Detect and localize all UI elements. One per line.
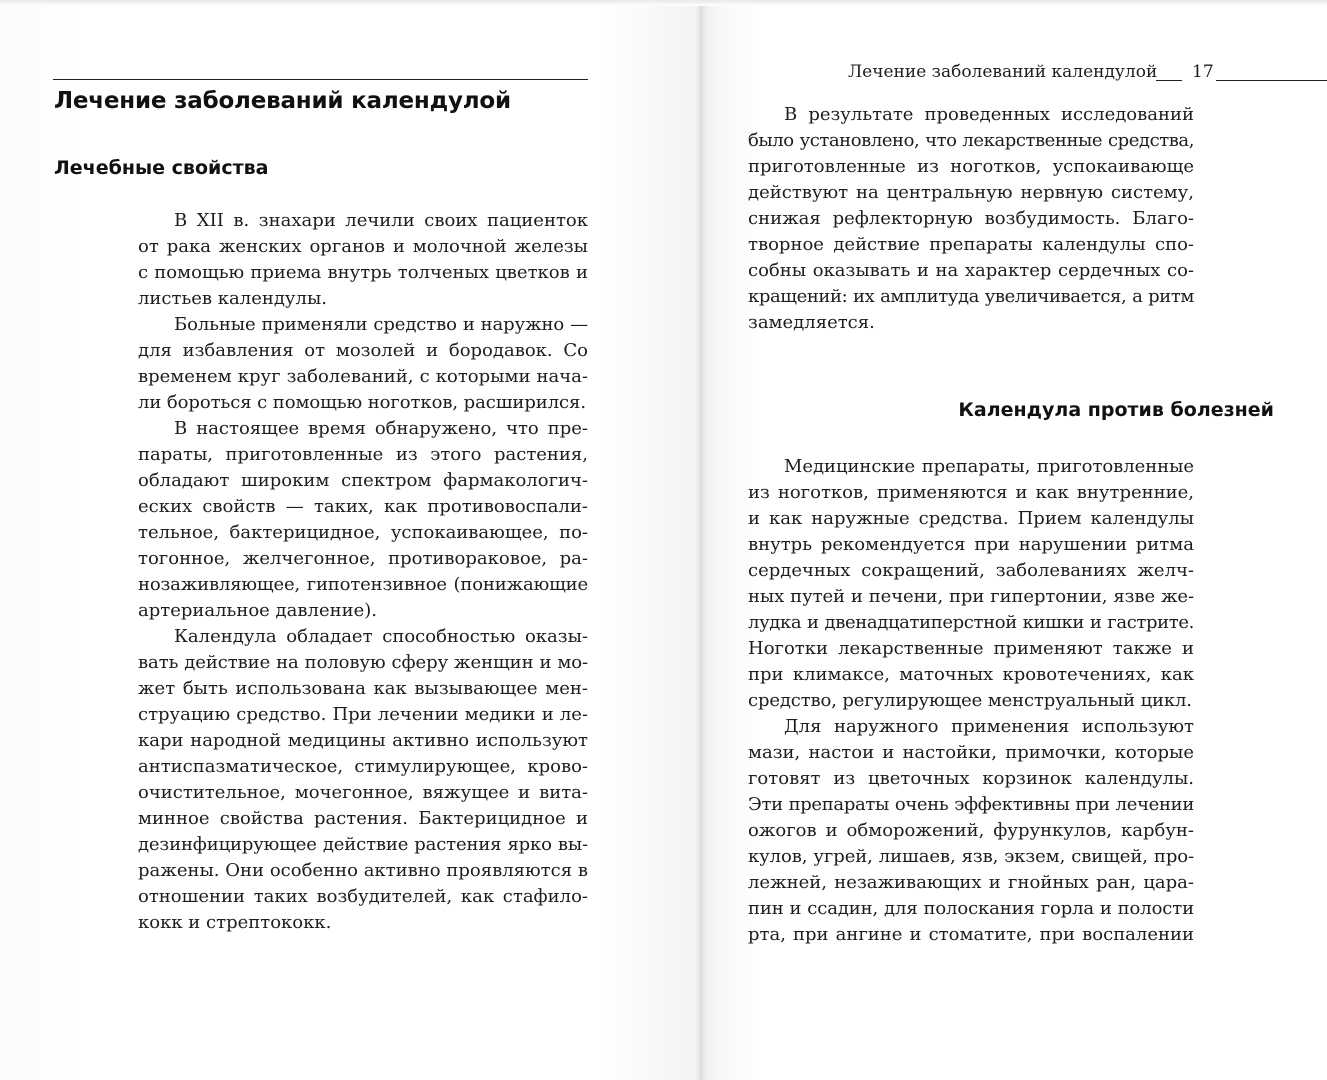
text-line: очистительное, мочегонное, вяжущее и вита- (138, 782, 588, 803)
text-line: рта, при ангине и стоматите, при воспалении (748, 924, 1194, 945)
text-line: пин и ссадин, для полоскания горла и полости (748, 898, 1194, 919)
text-line: ли бороться с помощью ноготков, расширился. (138, 392, 586, 413)
text-line: артериальное давление). (138, 600, 377, 621)
page-number: 17 (1192, 62, 1214, 82)
text-line: кращений: их амплитуда увеличивается, а ритм (748, 286, 1194, 307)
text-line: В настоящее время обнаружено, что пре- (174, 418, 588, 439)
text-line: Больные применяли средство и наружно — (174, 314, 588, 335)
section-title-healing-properties: Лечебные свойства (54, 157, 269, 179)
text-line: тогонное, желчегонное, противораковое, ра- (138, 548, 588, 569)
text-line: сердечных сокращений, заболеваниях желч- (748, 560, 1194, 581)
text-line: ных путей и печени, при гипертонии, язве же- (748, 586, 1194, 607)
chapter-top-rule (53, 79, 588, 80)
text-line: кокк и стрептококк. (138, 912, 332, 933)
text-line: струацию средство. При лечении медики и ле- (138, 704, 588, 725)
text-line: лудка и двенадцатиперстной кишки и гастрите. (748, 612, 1194, 633)
section-title-against-diseases: Календула против болезней (958, 399, 1274, 421)
running-head: Лечение заболеваний календулой (848, 62, 1158, 82)
text-line: Эти препараты очень эффективны при лечении (748, 794, 1194, 815)
text-line: минное свойства растения. Бактерицидное и (138, 808, 588, 829)
running-head-rule (1156, 80, 1182, 81)
text-line: и как наружные средства. Прием календулы (748, 508, 1194, 529)
text-line: замедляется. (748, 312, 875, 333)
text-line: от рака женских органов и молочной железы (138, 236, 588, 257)
right-page-body-main (748, 454, 1194, 948)
text-line: ожогов и обморожений, фурункулов, карбун- (748, 820, 1194, 841)
text-line: кари народной медицины активно используют (138, 730, 588, 751)
text-line: кулов, угрей, лишаев, язв, экзем, свищей, про- (748, 846, 1194, 867)
text-line: лежней, незаживающих и гнойных ран, цара- (748, 872, 1194, 893)
text-line: антиспазматическое, стимулирующее, крово- (138, 756, 588, 777)
text-line: тельное, бактерицидное, успокаивающее, по- (138, 522, 588, 543)
text-line: нозаживляющее, гипотензивное (понижающие (138, 574, 588, 595)
text-line: вать действие на половую сферу женщин и мо- (138, 652, 588, 673)
text-line: Для наружного применения используют (784, 716, 1194, 737)
text-line: для избавления от мозолей и бородавок. Со (138, 340, 588, 361)
text-line: творное действие препараты календулы спо- (748, 234, 1194, 255)
page-top-edge (0, 0, 1327, 6)
text-line: мази, настои и настойки, примочки, которые (748, 742, 1194, 763)
text-line: средство, регулирующее менструальный цикл. (748, 690, 1192, 711)
text-line: из ноготков, применяются и как внутренние, (748, 482, 1194, 503)
text-line: действуют на центральную нервную систему, (748, 182, 1194, 203)
text-line: жет быть использована как вызывающее мен- (138, 678, 588, 699)
text-line: обладают широким спектром фармакологич- (138, 470, 588, 491)
book-gutter (694, 0, 708, 1080)
text-line: В XII в. знахари лечили своих пациенток (174, 210, 588, 231)
text-line: параты, приготовленные из этого растения, (138, 444, 588, 465)
text-line: еских свойств — таких, как противовоспали- (138, 496, 588, 517)
text-line: было установлено, что лекарственные средства, (748, 130, 1194, 151)
text-line: временем круг заболеваний, с которыми нача- (138, 366, 588, 387)
text-line: при климаксе, маточных кровотечениях, как (748, 664, 1194, 685)
running-head-rule-right (1216, 80, 1327, 81)
text-line: Ноготки лекарственные применяют также и (748, 638, 1194, 659)
text-line: с помощью приема внутрь толченых цветков и (138, 262, 588, 283)
text-line: Календула обладает способностью оказы- (174, 626, 588, 647)
text-line: листьев календулы. (138, 288, 327, 309)
text-line: В результате проведенных исследований (784, 104, 1194, 125)
text-line: готовят из цветочных корзинок календулы. (748, 768, 1194, 789)
text-line: ражены. Они особенно активно проявляются в (138, 860, 588, 881)
text-line: внутрь рекомендуется при нарушении ритма (748, 534, 1194, 555)
text-line: дезинфицирующее действие растения ярко вы- (138, 834, 588, 855)
chapter-title: Лечение заболеваний календулой (54, 88, 511, 114)
right-page-body-intro (748, 102, 1194, 336)
text-line: собны оказывать и на характер сердечных со- (748, 260, 1194, 281)
left-page-body (138, 208, 588, 936)
text-line: отношении таких возбудителей, как стафило- (138, 886, 588, 907)
text-line: приготовленные из ноготков, успокаивающе (748, 156, 1194, 177)
text-line: снижая рефлекторную возбудимость. Благо- (748, 208, 1194, 229)
text-line: Медицинские препараты, приготовленные (784, 456, 1194, 477)
